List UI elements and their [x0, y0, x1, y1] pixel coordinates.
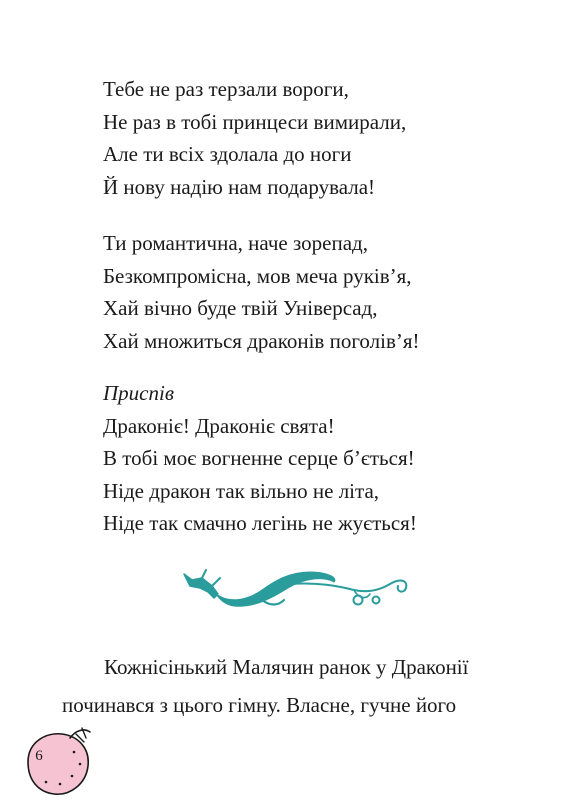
stanza-line: В тобі моє вогненне серце б’ється! [103, 446, 415, 470]
stanza-line: Й нову надію нам подарувала! [103, 174, 376, 199]
stanza-line: Хай множиться драконів поголів’я! [103, 328, 420, 353]
stanza-1 [103, 73, 406, 203]
stanza-line: Ніде дракон так вільно не літа, [103, 478, 380, 503]
prose-paragraph [62, 648, 532, 724]
stanza-line: Ти романтична, наче зорепад, [103, 231, 368, 255]
chorus-label: Приспів [103, 381, 174, 405]
dragon-tail-flourish-icon [178, 560, 418, 620]
prose-line: Кожнісінький Малячин ранок у Драконії [104, 655, 469, 679]
stanza-2 [103, 227, 420, 357]
prose-line: починався з цього гімну. Власне, гучне його [62, 693, 457, 717]
chorus [103, 377, 417, 540]
stanza-line: Безкомпромісна, мов меча руків’я, [103, 263, 412, 288]
stanza-line: Хай вічно буде твій Універсад, [103, 296, 378, 320]
stanza-line: Драконіє! Драконіє свята! [103, 413, 335, 438]
page-number: 6 [35, 748, 43, 764]
stanza-line: Але ти всіх здолала до ноги [103, 142, 352, 166]
stanza-line: Ніде так смачно легінь не жується! [103, 511, 417, 535]
stanza-line: Не раз в тобі принцеси вимирали, [103, 109, 407, 134]
stanza-line: Тебе не раз терзали вороги, [103, 77, 349, 101]
